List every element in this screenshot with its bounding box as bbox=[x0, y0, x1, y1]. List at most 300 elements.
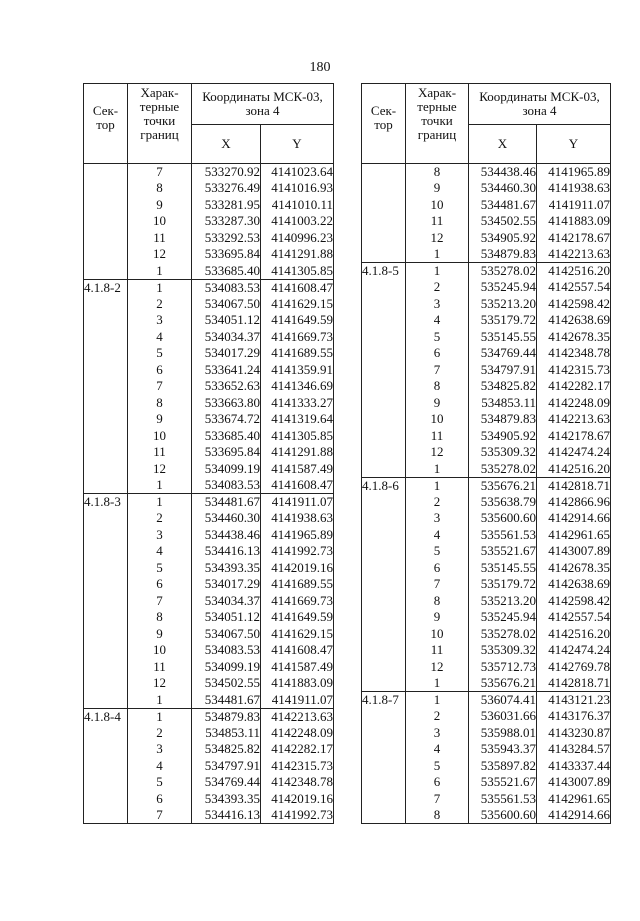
x-cell: 535638.79 bbox=[469, 494, 537, 511]
sector-cell bbox=[362, 230, 406, 247]
sector-cell bbox=[362, 395, 406, 412]
point-cell: 8 bbox=[128, 395, 192, 412]
y-cell: 4143230.87 bbox=[537, 725, 611, 742]
x-cell: 534797.91 bbox=[469, 362, 537, 379]
x-cell: 534769.44 bbox=[192, 774, 261, 791]
y-cell: 4142516.20 bbox=[537, 626, 611, 643]
y-cell: 4142474.24 bbox=[537, 642, 611, 659]
sector-cell: 4.1.8-2 bbox=[84, 279, 128, 296]
point-cell: 2 bbox=[406, 279, 469, 296]
point-cell: 9 bbox=[128, 411, 192, 428]
y-cell: 4141992.73 bbox=[261, 543, 334, 560]
table-row bbox=[84, 477, 334, 494]
sector-cell bbox=[362, 246, 406, 263]
y-cell: 4141608.47 bbox=[261, 279, 334, 296]
sector-cell bbox=[362, 758, 406, 775]
table-row bbox=[362, 461, 611, 478]
x-cell: 535179.72 bbox=[469, 312, 537, 329]
y-cell: 4142348.78 bbox=[537, 345, 611, 362]
point-cell: 3 bbox=[406, 510, 469, 527]
table-row bbox=[84, 461, 334, 478]
table-row bbox=[84, 758, 334, 775]
y-cell: 4142516.20 bbox=[537, 263, 611, 280]
x-cell: 534825.82 bbox=[192, 741, 261, 758]
header-coordinates: Координаты МСК-03, зона 4 bbox=[192, 84, 334, 125]
y-cell: 4142282.17 bbox=[537, 378, 611, 395]
y-cell: 4141629.15 bbox=[261, 626, 334, 643]
table-row bbox=[84, 774, 334, 791]
point-cell: 10 bbox=[406, 411, 469, 428]
table-row bbox=[84, 791, 334, 808]
y-cell: 4142598.42 bbox=[537, 296, 611, 313]
x-cell: 534067.50 bbox=[192, 296, 261, 313]
x-cell: 535278.02 bbox=[469, 626, 537, 643]
point-cell: 1 bbox=[128, 692, 192, 709]
left-table-body bbox=[84, 164, 334, 824]
point-cell: 6 bbox=[128, 576, 192, 593]
table-row bbox=[84, 246, 334, 263]
table-row bbox=[362, 593, 611, 610]
point-cell: 9 bbox=[128, 197, 192, 214]
table-row bbox=[362, 345, 611, 362]
y-cell: 4142557.54 bbox=[537, 609, 611, 626]
table-row bbox=[362, 494, 611, 511]
sector-cell bbox=[362, 609, 406, 626]
point-cell: 3 bbox=[128, 312, 192, 329]
y-cell: 4142914.66 bbox=[537, 510, 611, 527]
x-cell: 535309.32 bbox=[469, 444, 537, 461]
sector-cell bbox=[362, 180, 406, 197]
y-cell: 4143007.89 bbox=[537, 543, 611, 560]
table-row bbox=[84, 609, 334, 626]
y-cell: 4141629.15 bbox=[261, 296, 334, 313]
table-row bbox=[84, 180, 334, 197]
x-cell: 534099.19 bbox=[192, 461, 261, 478]
point-cell: 6 bbox=[128, 791, 192, 808]
table-row bbox=[84, 527, 334, 544]
y-cell: 4142282.17 bbox=[261, 741, 334, 758]
sector-cell bbox=[84, 609, 128, 626]
sector-cell bbox=[84, 741, 128, 758]
header-sector bbox=[362, 84, 406, 164]
table-row bbox=[362, 708, 611, 725]
sector-cell bbox=[362, 279, 406, 296]
x-cell: 534083.53 bbox=[192, 477, 261, 494]
sector-cell bbox=[362, 708, 406, 725]
x-cell: 534481.67 bbox=[192, 692, 261, 709]
y-cell: 4141689.55 bbox=[261, 576, 334, 593]
point-cell: 4 bbox=[406, 527, 469, 544]
x-cell: 533292.53 bbox=[192, 230, 261, 247]
sector-cell: 4.1.8-4 bbox=[84, 708, 128, 725]
x-cell: 534083.53 bbox=[192, 642, 261, 659]
x-cell: 533276.49 bbox=[192, 180, 261, 197]
y-cell: 4141649.59 bbox=[261, 609, 334, 626]
sector-cell bbox=[362, 642, 406, 659]
right-table-body bbox=[362, 164, 611, 824]
point-cell: 4 bbox=[406, 312, 469, 329]
header-characteristic-points: Харак-терные точки границ bbox=[406, 84, 469, 164]
x-cell: 534393.35 bbox=[192, 560, 261, 577]
y-cell: 4142769.78 bbox=[537, 659, 611, 676]
table-row bbox=[84, 395, 334, 412]
x-cell: 533695.84 bbox=[192, 444, 261, 461]
x-cell: 533695.84 bbox=[192, 246, 261, 263]
y-cell: 4141608.47 bbox=[261, 477, 334, 494]
table-row bbox=[362, 807, 611, 824]
table-row bbox=[362, 725, 611, 742]
point-cell: 6 bbox=[406, 560, 469, 577]
table-row bbox=[362, 428, 611, 445]
table-row bbox=[362, 411, 611, 428]
x-cell: 534481.67 bbox=[469, 197, 537, 214]
sector-cell bbox=[362, 774, 406, 791]
y-cell: 4141992.73 bbox=[261, 807, 334, 824]
table-row bbox=[84, 626, 334, 643]
table-row bbox=[362, 213, 611, 230]
sector-cell bbox=[84, 758, 128, 775]
table-row bbox=[362, 329, 611, 346]
point-cell: 1 bbox=[406, 461, 469, 478]
x-cell: 536074.41 bbox=[469, 692, 537, 709]
table-row bbox=[362, 560, 611, 577]
point-cell: 10 bbox=[406, 626, 469, 643]
table-row bbox=[362, 197, 611, 214]
point-cell: 2 bbox=[128, 510, 192, 527]
y-cell: 4142678.35 bbox=[537, 560, 611, 577]
table-row bbox=[362, 675, 611, 692]
table-row bbox=[362, 774, 611, 791]
y-cell: 4141938.63 bbox=[537, 180, 611, 197]
point-cell: 3 bbox=[406, 296, 469, 313]
x-cell: 535179.72 bbox=[469, 576, 537, 593]
point-cell: 1 bbox=[128, 708, 192, 725]
sector-cell: 4.1.8-3 bbox=[84, 494, 128, 511]
x-cell: 533685.40 bbox=[192, 428, 261, 445]
header-sector-text: Сек-тор bbox=[92, 103, 119, 132]
sector-cell bbox=[362, 312, 406, 329]
sector-cell bbox=[84, 263, 128, 280]
x-cell: 535213.20 bbox=[469, 593, 537, 610]
table-row bbox=[362, 230, 611, 247]
x-cell: 535145.55 bbox=[469, 560, 537, 577]
table-row bbox=[362, 626, 611, 643]
table-row bbox=[84, 675, 334, 692]
y-cell: 4141965.89 bbox=[261, 527, 334, 544]
point-cell: 9 bbox=[406, 395, 469, 412]
x-cell: 533674.72 bbox=[192, 411, 261, 428]
x-cell: 534481.67 bbox=[192, 494, 261, 511]
sector-cell bbox=[362, 543, 406, 560]
point-cell: 9 bbox=[406, 180, 469, 197]
x-cell: 535600.60 bbox=[469, 807, 537, 824]
x-cell: 536031.66 bbox=[469, 708, 537, 725]
x-cell: 534853.11 bbox=[192, 725, 261, 742]
sector-cell bbox=[84, 230, 128, 247]
sector-cell bbox=[362, 197, 406, 214]
table-row bbox=[362, 642, 611, 659]
x-cell: 535145.55 bbox=[469, 329, 537, 346]
y-cell: 4141669.73 bbox=[261, 593, 334, 610]
y-cell: 4142019.16 bbox=[261, 791, 334, 808]
table-row bbox=[362, 378, 611, 395]
x-cell: 534502.55 bbox=[192, 675, 261, 692]
point-cell: 10 bbox=[128, 428, 192, 445]
sector-cell bbox=[84, 510, 128, 527]
x-cell: 533287.30 bbox=[192, 213, 261, 230]
y-cell: 4141608.47 bbox=[261, 642, 334, 659]
table-row bbox=[84, 642, 334, 659]
x-cell: 534460.30 bbox=[192, 510, 261, 527]
y-cell: 4142248.09 bbox=[261, 725, 334, 742]
point-cell: 12 bbox=[406, 230, 469, 247]
y-cell: 4141911.07 bbox=[537, 197, 611, 214]
x-cell: 534017.29 bbox=[192, 345, 261, 362]
sector-cell bbox=[84, 725, 128, 742]
point-cell: 10 bbox=[128, 213, 192, 230]
y-cell: 4142213.63 bbox=[537, 246, 611, 263]
sector-cell bbox=[84, 576, 128, 593]
x-cell: 535245.94 bbox=[469, 609, 537, 626]
x-cell: 534416.13 bbox=[192, 543, 261, 560]
x-cell: 534853.11 bbox=[469, 395, 537, 412]
x-cell: 533270.92 bbox=[192, 164, 261, 181]
table-row bbox=[84, 659, 334, 676]
table-row bbox=[84, 362, 334, 379]
y-cell: 4141291.88 bbox=[261, 444, 334, 461]
x-cell: 534797.91 bbox=[192, 758, 261, 775]
y-cell: 4142818.71 bbox=[537, 675, 611, 692]
x-cell: 534017.29 bbox=[192, 576, 261, 593]
point-cell: 5 bbox=[128, 774, 192, 791]
point-cell: 8 bbox=[406, 378, 469, 395]
x-cell: 533641.24 bbox=[192, 362, 261, 379]
y-cell: 4142516.20 bbox=[537, 461, 611, 478]
point-cell: 10 bbox=[128, 642, 192, 659]
y-cell: 4141689.55 bbox=[261, 345, 334, 362]
table-row bbox=[362, 312, 611, 329]
table-row bbox=[84, 428, 334, 445]
table-row bbox=[84, 345, 334, 362]
x-cell: 535521.67 bbox=[469, 774, 537, 791]
sector-cell bbox=[84, 461, 128, 478]
point-cell: 12 bbox=[128, 675, 192, 692]
sector-cell bbox=[362, 807, 406, 824]
table-row bbox=[84, 560, 334, 577]
sector-cell bbox=[84, 246, 128, 263]
x-cell: 535676.21 bbox=[469, 477, 537, 494]
point-cell: 1 bbox=[406, 477, 469, 494]
header-x: X bbox=[192, 125, 261, 164]
sector-cell bbox=[84, 329, 128, 346]
table-row bbox=[362, 758, 611, 775]
point-cell: 4 bbox=[406, 741, 469, 758]
point-cell: 9 bbox=[406, 609, 469, 626]
y-cell: 4141587.49 bbox=[261, 659, 334, 676]
y-cell: 4142019.16 bbox=[261, 560, 334, 577]
x-cell: 533281.95 bbox=[192, 197, 261, 214]
sector-cell bbox=[84, 345, 128, 362]
sector-cell bbox=[84, 593, 128, 610]
y-cell: 4142213.63 bbox=[537, 411, 611, 428]
table-row bbox=[362, 296, 611, 313]
y-cell: 4142818.71 bbox=[537, 477, 611, 494]
sector-cell bbox=[84, 378, 128, 395]
sector-cell bbox=[362, 576, 406, 593]
y-cell: 4143284.57 bbox=[537, 741, 611, 758]
x-cell: 535600.60 bbox=[469, 510, 537, 527]
table-row bbox=[84, 312, 334, 329]
y-cell: 4141346.69 bbox=[261, 378, 334, 395]
x-cell: 535278.02 bbox=[469, 263, 537, 280]
point-cell: 12 bbox=[406, 444, 469, 461]
table-row bbox=[84, 494, 334, 511]
header-y: Y bbox=[261, 125, 334, 164]
point-cell: 10 bbox=[406, 197, 469, 214]
table-row bbox=[84, 164, 334, 181]
sector-cell bbox=[84, 807, 128, 824]
point-cell: 3 bbox=[128, 527, 192, 544]
x-cell: 535897.82 bbox=[469, 758, 537, 775]
table-row bbox=[362, 263, 611, 280]
table-row bbox=[362, 180, 611, 197]
x-cell: 535676.21 bbox=[469, 675, 537, 692]
sector-cell bbox=[84, 296, 128, 313]
point-cell: 12 bbox=[406, 659, 469, 676]
x-cell: 535561.53 bbox=[469, 791, 537, 808]
sector-cell bbox=[84, 527, 128, 544]
y-cell: 4141911.07 bbox=[261, 692, 334, 709]
header-x: X bbox=[469, 125, 537, 164]
sector-cell bbox=[84, 444, 128, 461]
table-row bbox=[362, 576, 611, 593]
x-cell: 534879.83 bbox=[192, 708, 261, 725]
table-row bbox=[362, 527, 611, 544]
y-cell: 4142248.09 bbox=[537, 395, 611, 412]
table-row bbox=[362, 791, 611, 808]
x-cell: 534879.83 bbox=[469, 246, 537, 263]
point-cell: 1 bbox=[406, 675, 469, 692]
sector-cell bbox=[84, 774, 128, 791]
y-cell: 4141023.64 bbox=[261, 164, 334, 181]
sector-cell bbox=[362, 444, 406, 461]
point-cell: 5 bbox=[128, 345, 192, 362]
point-cell: 4 bbox=[128, 329, 192, 346]
y-cell: 4141883.09 bbox=[261, 675, 334, 692]
sector-cell bbox=[84, 791, 128, 808]
table-row bbox=[362, 692, 611, 709]
y-cell: 4142348.78 bbox=[261, 774, 334, 791]
x-cell: 535278.02 bbox=[469, 461, 537, 478]
sector-cell bbox=[84, 659, 128, 676]
x-cell: 534438.46 bbox=[192, 527, 261, 544]
sector-cell bbox=[84, 312, 128, 329]
table-row bbox=[84, 692, 334, 709]
x-cell: 534083.53 bbox=[192, 279, 261, 296]
point-cell: 8 bbox=[128, 180, 192, 197]
table-row bbox=[362, 444, 611, 461]
table-row bbox=[362, 609, 611, 626]
table-row bbox=[362, 362, 611, 379]
x-cell: 534051.12 bbox=[192, 609, 261, 626]
sector-cell bbox=[362, 345, 406, 362]
sector-cell bbox=[362, 791, 406, 808]
y-cell: 4141010.11 bbox=[261, 197, 334, 214]
y-cell: 4141319.64 bbox=[261, 411, 334, 428]
y-cell: 4141016.93 bbox=[261, 180, 334, 197]
y-cell: 4141587.49 bbox=[261, 461, 334, 478]
table-row bbox=[84, 197, 334, 214]
sector-cell bbox=[362, 411, 406, 428]
table-row bbox=[84, 543, 334, 560]
sector-cell bbox=[362, 428, 406, 445]
sector-cell bbox=[84, 164, 128, 181]
table-row bbox=[362, 395, 611, 412]
y-cell: 4142961.65 bbox=[537, 527, 611, 544]
x-cell: 535213.20 bbox=[469, 296, 537, 313]
sector-cell bbox=[362, 362, 406, 379]
x-cell: 535245.94 bbox=[469, 279, 537, 296]
x-cell: 535561.53 bbox=[469, 527, 537, 544]
y-cell: 4142213.63 bbox=[261, 708, 334, 725]
point-cell: 5 bbox=[128, 560, 192, 577]
header-sector-text: Сек-тор bbox=[370, 103, 397, 132]
table-row bbox=[84, 230, 334, 247]
point-cell: 1 bbox=[128, 263, 192, 280]
x-cell: 535988.01 bbox=[469, 725, 537, 742]
x-cell: 533652.63 bbox=[192, 378, 261, 395]
y-cell: 4141669.73 bbox=[261, 329, 334, 346]
x-cell: 534034.37 bbox=[192, 593, 261, 610]
point-cell: 8 bbox=[128, 609, 192, 626]
y-cell: 4142638.69 bbox=[537, 312, 611, 329]
x-cell: 534393.35 bbox=[192, 791, 261, 808]
y-cell: 4142638.69 bbox=[537, 576, 611, 593]
table-row bbox=[84, 576, 334, 593]
y-cell: 4141649.59 bbox=[261, 312, 334, 329]
point-cell: 1 bbox=[406, 263, 469, 280]
point-cell: 3 bbox=[406, 725, 469, 742]
sector-cell bbox=[362, 461, 406, 478]
x-cell: 534879.83 bbox=[469, 411, 537, 428]
y-cell: 4142315.73 bbox=[537, 362, 611, 379]
y-cell: 4141291.88 bbox=[261, 246, 334, 263]
point-cell: 7 bbox=[406, 576, 469, 593]
sector-cell bbox=[84, 213, 128, 230]
point-cell: 7 bbox=[128, 164, 192, 181]
table-row bbox=[84, 411, 334, 428]
sector-cell bbox=[84, 428, 128, 445]
table-row bbox=[84, 708, 334, 725]
point-cell: 12 bbox=[128, 461, 192, 478]
x-cell: 534034.37 bbox=[192, 329, 261, 346]
x-cell: 534905.92 bbox=[469, 230, 537, 247]
point-cell: 2 bbox=[406, 494, 469, 511]
y-cell: 4143007.89 bbox=[537, 774, 611, 791]
y-cell: 4141359.91 bbox=[261, 362, 334, 379]
sector-cell bbox=[84, 543, 128, 560]
point-cell: 1 bbox=[406, 692, 469, 709]
table-row bbox=[84, 329, 334, 346]
point-cell: 8 bbox=[406, 807, 469, 824]
sector-cell bbox=[362, 725, 406, 742]
y-cell: 4140996.23 bbox=[261, 230, 334, 247]
point-cell: 8 bbox=[406, 593, 469, 610]
x-cell: 534769.44 bbox=[469, 345, 537, 362]
y-cell: 4142178.67 bbox=[537, 230, 611, 247]
table-row bbox=[84, 510, 334, 527]
table-row bbox=[84, 593, 334, 610]
